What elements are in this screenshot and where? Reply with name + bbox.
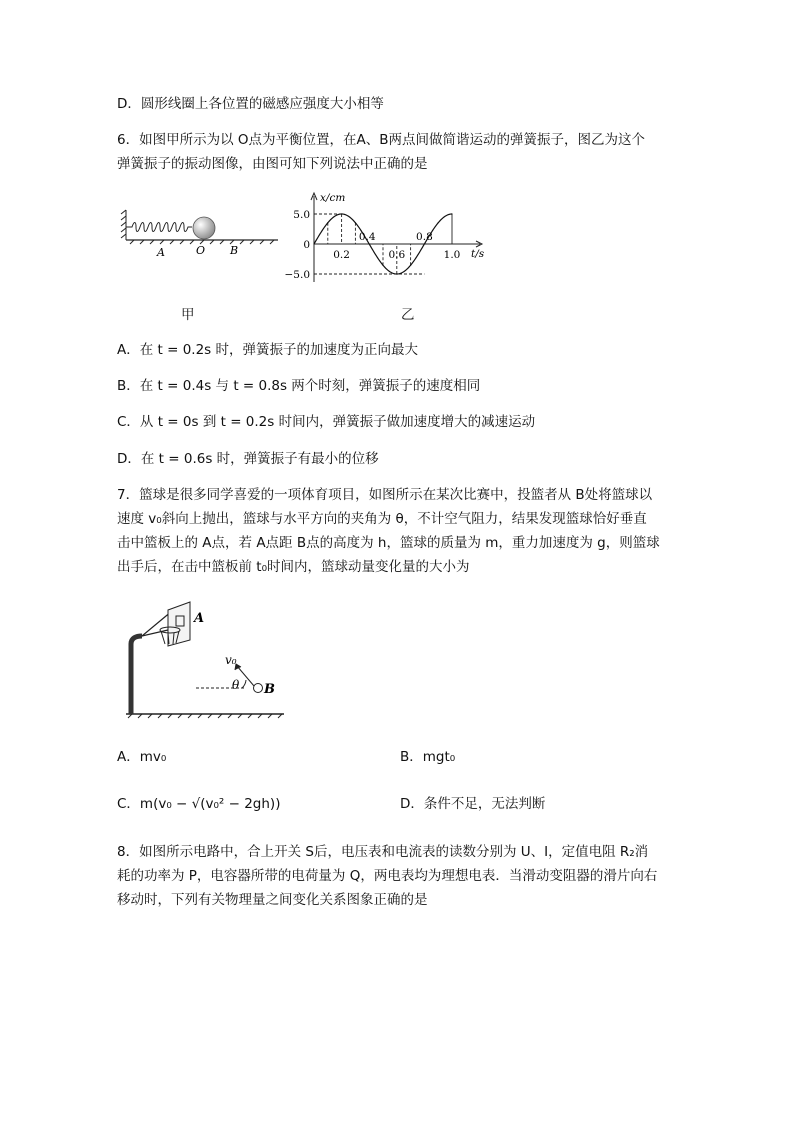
x-tick-label: 0.6 (388, 249, 406, 261)
y-tick-label: 5.0 (293, 209, 310, 221)
q6-option-c: C．从 t = 0s 到 t = 0.2s 时间内，弹簧振子做加速度增大的减速运动 (117, 414, 536, 430)
ball (193, 217, 215, 239)
label-a: A (157, 246, 165, 259)
y-tick-label: 0 (303, 239, 310, 251)
x-tick-label: 0.4 (358, 231, 376, 243)
q6-stem-line-1: 6．如图甲所示为以 O点为平衡位置，在A、B两点间做简谐运动的弹簧振子，图乙为这个 (117, 132, 646, 148)
basketball-figure (118, 596, 288, 722)
q8-stem-line-1: 8．如图所示电路中，合上开关 S后，电压表和电流表的读数分别为 U、I，定值电阻 R₂消 (117, 844, 649, 860)
q8-stem-line-2: 耗的功率为 P，电容器所带的电荷量为 Q，两电表均为理想电表．当滑动变阻器的滑片向右 (117, 868, 658, 884)
y-axis-label: x/cm (320, 192, 346, 204)
data-point (396, 273, 397, 274)
data-point (355, 222, 356, 223)
data-point (369, 243, 370, 244)
q8-stem-line-3: 移动时，下列有关物理量之间变化关系图象正确的是 (117, 892, 428, 908)
q7-option-a: A．mv₀ (117, 749, 167, 765)
q6-option-a: A．在 t = 0.2s 时，弹簧振子的加速度为正向最大 (117, 342, 419, 358)
ball-b (254, 684, 263, 693)
caption-yi: 乙 (401, 307, 415, 323)
label-o: O (196, 244, 206, 257)
x-tick-label: 0.8 (416, 231, 433, 243)
label-theta: θ (232, 678, 240, 692)
spring-oscillator-figure (120, 200, 280, 262)
data-point (451, 213, 452, 214)
q7-stem-line-4: 出手后，在击中篮板前 t₀时间内，篮球动量变化量的大小为 (117, 559, 470, 575)
spring (126, 223, 192, 232)
data-point (341, 213, 342, 214)
label-v0: v₀ (225, 653, 237, 667)
backboard (168, 602, 190, 646)
q7-option-c: C．m(v₀ − √(v₀² − 2gh)) (117, 796, 281, 812)
label-b: B (230, 244, 239, 257)
q7-stem-line-2: 速度 v₀斜向上抛出，篮球与水平方向的夹角为 θ，不计空气阻力，结果发现篮球恰好垂直 (117, 511, 647, 527)
label-b: B (264, 682, 275, 697)
vibration-graph (284, 190, 490, 290)
x-tick-label: 0.2 (333, 249, 350, 261)
q6-option-d: D．在 t = 0.6s 时，弹簧振子有最小的位移 (117, 451, 379, 467)
data-point (313, 243, 314, 244)
data-point (327, 222, 328, 223)
q6-option-b: B．在 t = 0.4s 与 t = 0.8s 两个时刻，弹簧振子的速度相同 (117, 378, 481, 394)
caption-jia: 甲 (181, 307, 195, 323)
q5-option-d: D．圆形线圈上各位置的磁感应强度大小相等 (117, 96, 384, 112)
q7-stem-line-1: 7．篮球是很多同学喜爱的一项体育项目，如图所示在某次比赛中，投篮者从 B处将篮球以 (117, 487, 653, 503)
label-a: A (194, 611, 205, 626)
x-axis-label: t/s (471, 248, 485, 260)
data-point (382, 265, 383, 266)
data-point (438, 222, 439, 223)
y-tick-label: −5.0 (284, 269, 310, 281)
hoop-pole (131, 636, 142, 714)
angle-arc (242, 680, 246, 688)
data-point (410, 265, 411, 266)
data-point (424, 243, 425, 244)
q7-stem-line-3: 击中篮板上的 A点，若 A点距 B点的高度为 h，篮球的质量为 m，重力加速度为 g，则篮球 (117, 535, 660, 551)
q7-option-d: D．条件不足，无法判断 (400, 796, 546, 812)
q6-stem-line-2: 弹簧振子的振动图像，由图可知下列说法中正确的是 (117, 156, 428, 172)
q7-option-b: B．mgt₀ (400, 749, 456, 765)
x-tick-label: 1.0 (443, 249, 461, 261)
